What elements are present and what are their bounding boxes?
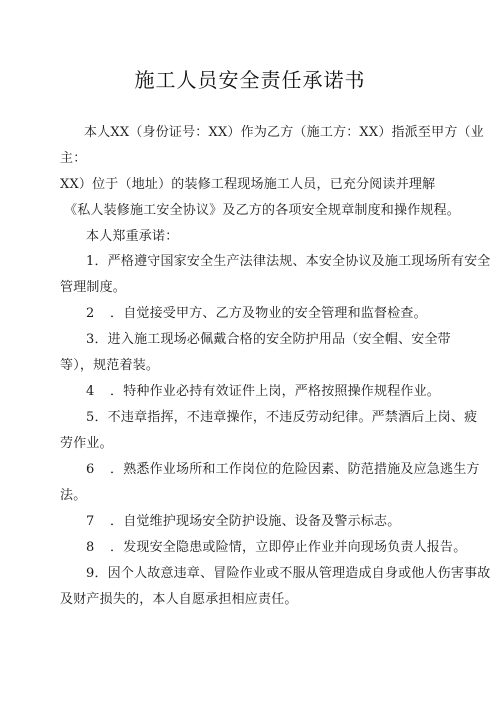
item-5-line-1: 5．不违章指挥，不违章操作，不违反劳动纪律。严禁酒后上岗、疲 — [86, 410, 478, 425]
item-7-number: 7 — [86, 514, 95, 529]
item-4-text: ．特种作业必持有效证件上岗，严格按照操作规程作业。 — [110, 384, 441, 399]
pledge-heading: 本人郑重承诺： — [86, 229, 179, 244]
item-6-text: ．熟悉作业场所和工作岗位的危险因素、防范措施及应急逃生方 — [110, 462, 480, 477]
item-4-number: 4 — [86, 384, 95, 399]
item-3-line-1: 3．进入施工现场必佩戴合格的安全防护用品（安全帽、安全带 — [86, 332, 451, 347]
item-1-line-1: 1．严格遵守国家安全生产法律法规、本安全协议及施工现场所有安全 — [86, 254, 491, 269]
item-5-line-2: 劳作业。 — [60, 436, 113, 451]
item-1-line-2: 管理制度。 — [60, 280, 127, 295]
item-6-line-2: 法。 — [60, 488, 87, 503]
item-6-number: 6 — [86, 462, 95, 477]
item-8-number: 8 — [86, 540, 95, 555]
item-9-line-2: 及财产损失的，本人自愿承担相应责任。 — [60, 592, 298, 607]
intro-line-3: XX）位于（地址）的装修工程现场施工人员，已充分阅读并理解 — [60, 177, 436, 192]
intro-line-4: 《私人装修施工安全协议》及乙方的各项安全规章制度和操作规程。 — [64, 203, 461, 218]
item-3-line-2: 等），规范着装。 — [60, 358, 160, 373]
item-8-text: ．发现安全隐患或险情，立即停止作业并向现场负责人报告。 — [110, 540, 467, 555]
item-9-line-1: 9．因个人故意违章、冒险作业或不服从管理造成自身或他人伤害事故 — [86, 566, 491, 581]
intro-line-1: 本人XX（身份证号：XX）作为乙方（施工方：XX）指派至甲方（业 — [84, 125, 484, 140]
intro-line-2: 主： — [60, 151, 87, 166]
item-2-text: ．自觉接受甲方、乙方及物业的安全管理和监督检查。 — [110, 306, 427, 321]
document-title: 施工人员安全责任承诺书 — [134, 68, 366, 92]
item-7-text: ．自觉维护现场安全防护设施、设备及警示标志。 — [110, 514, 401, 529]
item-2-number: 2 — [86, 306, 95, 321]
